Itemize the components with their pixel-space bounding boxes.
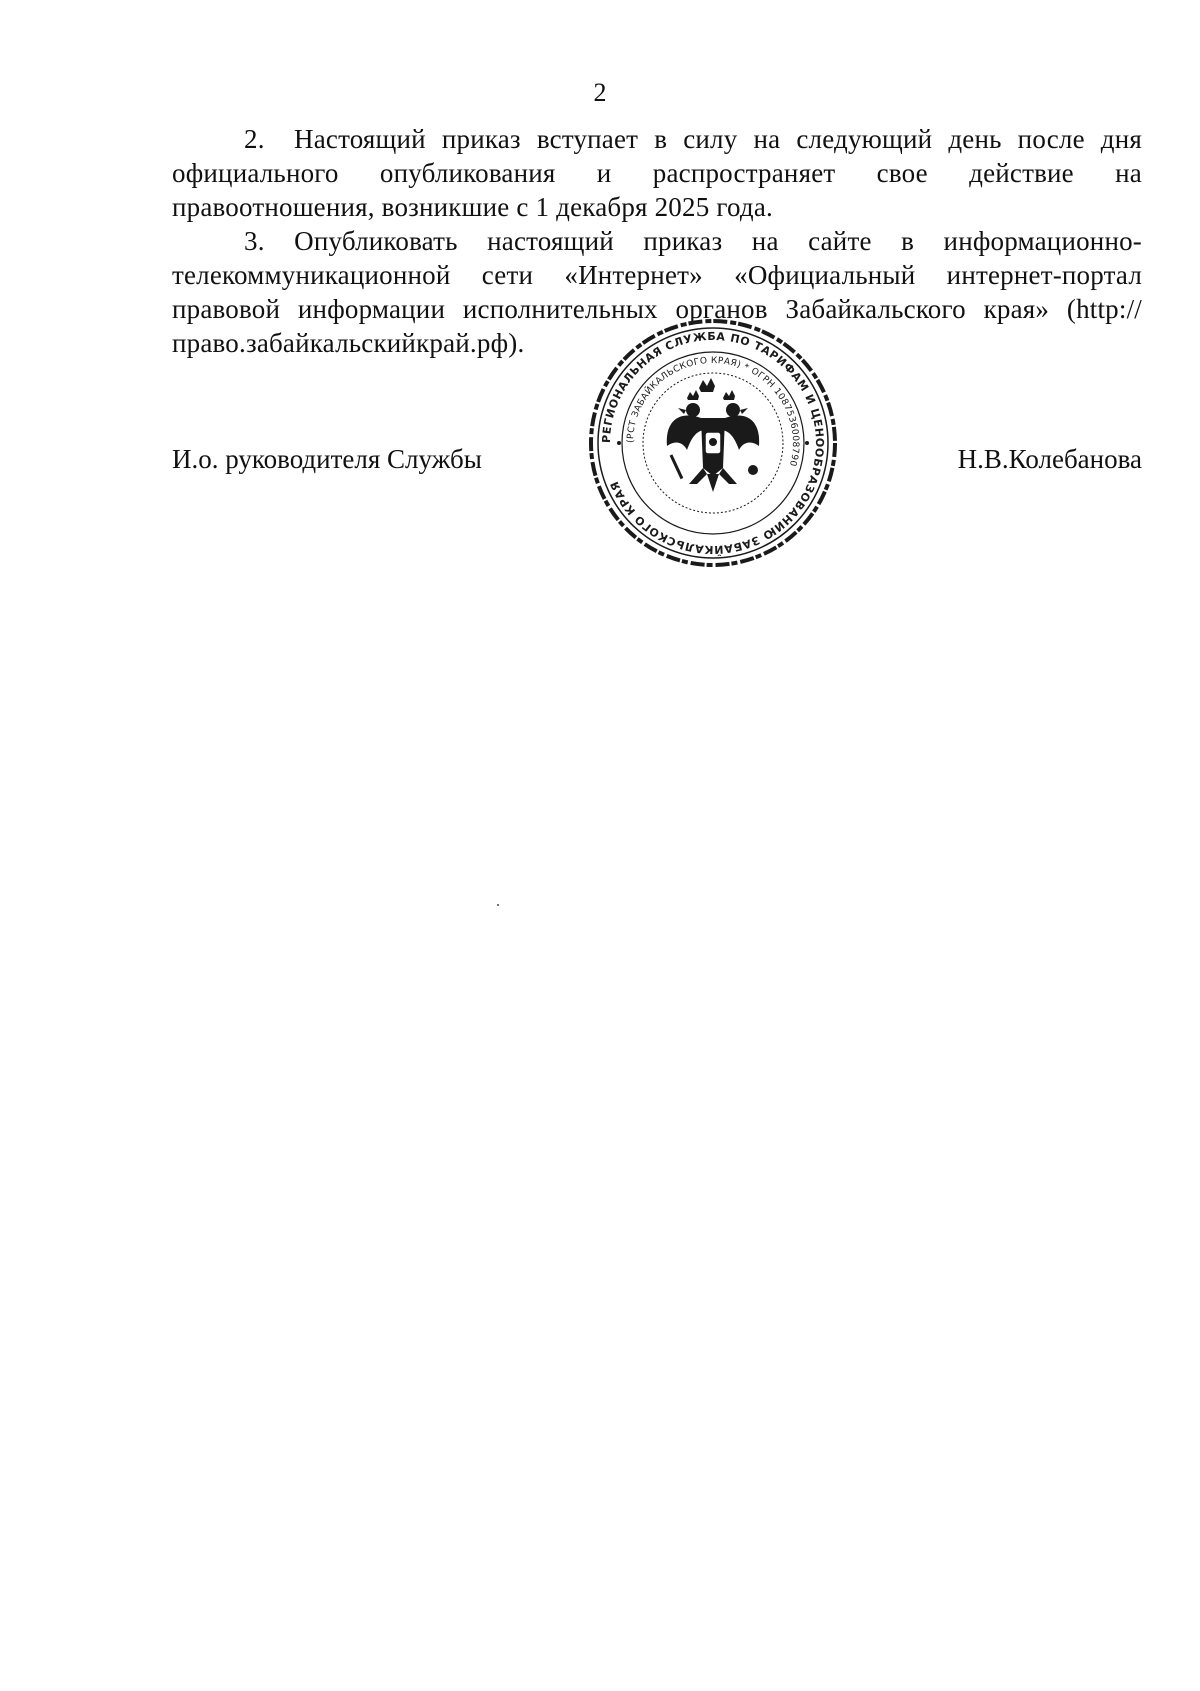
seal-stamp-icon (583, 318, 843, 568)
paragraph-number: 3. (244, 226, 265, 256)
signatory-title: И.о. руководителя Службы (172, 444, 482, 474)
paragraph-2 (172, 122, 1142, 224)
paragraph-text: Опубликовать настоящий приказ на сайте в информационно-телекоммуникационной сети «Интернет» «Официальный интернет-портал правовой информации исполнительных органов Забайкальского края» (http://право.забайкальскийкрай.рф). (172, 226, 1142, 358)
paragraph-number: 2. (244, 124, 265, 154)
official-seal (583, 318, 843, 568)
seal-outer-text: РЕГИОНАЛЬНАЯ СЛУЖБА ПО ТАРИФАМ И ЦЕНООБРАЗОВАНИЮ ЗАБАЙКАЛЬСКОГО КРАЯ (599, 329, 827, 557)
paragraph-text: Настоящий приказ вступает в силу на следующий день после дня официального опубликования и распространяет свое действие на правоотношения, возникшие с 1 декабря 2025 года. (172, 124, 1142, 222)
seal-inner-text: (РСТ ЗАБАЙКАЛЬСКОГО КРАЯ) * ОГРН 1087536008790 (625, 355, 801, 468)
eagle-emblem-icon (667, 378, 759, 492)
signatory-name: Н.В.Колебанова (957, 444, 1142, 474)
page-number: 2 (593, 78, 607, 107)
scan-speck (497, 904, 499, 906)
